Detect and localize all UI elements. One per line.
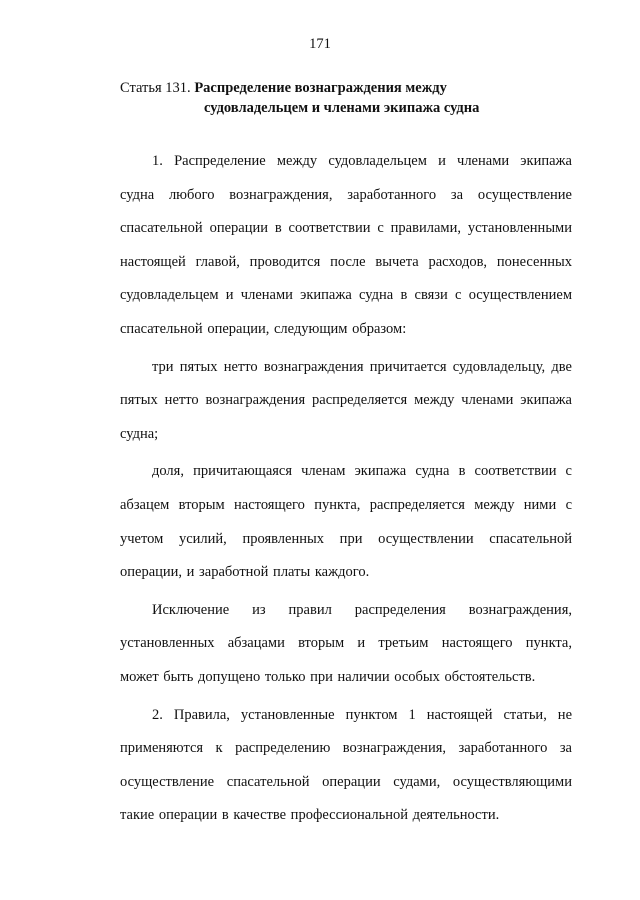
paragraph-line: такие операции в качестве профессиональной деятельности. (120, 807, 500, 824)
paragraph-line: настоящей главой, проводится после вычета расходов, понесенных (120, 253, 572, 270)
paragraph-line: 1. Распределение между судовладельцем и членами экипажа (152, 153, 572, 169)
paragraph-line: 2. Правила, установленные пунктом 1 настоящей статьи, не (152, 706, 572, 723)
article-heading-line-1 (120, 78, 540, 98)
article-heading (120, 78, 540, 118)
paragraph-line: установленных абзацами вторым и третьим настоящего пункта, (120, 635, 572, 652)
paragraph-line: спасательной операции, следующим образом: (120, 320, 407, 337)
paragraph-4 (88, 594, 572, 695)
paragraph-line: учетом усилий, проявленных при осуществлении спасательной (120, 530, 572, 547)
paragraph-line: три пятых нетто вознаграждения причитается судовладельцу, две (152, 358, 572, 375)
paragraph-line: судовладельцем и членами экипажа судна в связи с осуществлением (120, 287, 572, 304)
paragraph-line: судна; (120, 425, 159, 442)
paragraph-line: может быть допущено только при наличии особых обстоятельств. (120, 668, 536, 685)
paragraph-line: осуществление спасательной операции судами, осуществляющими (120, 773, 572, 790)
paragraph-line: применяются к распределению вознаграждения, заработанного за (120, 740, 572, 757)
paragraph-line: операции, и заработной платы каждого. (120, 564, 370, 581)
article-title-line-1: Распределение вознаграждения между (194, 80, 447, 96)
paragraph-3 (88, 455, 572, 589)
paragraph-line: доля, причитающаяся членам экипажа судна в соответствии с (152, 463, 572, 480)
paragraph-line: судна любого вознаграждения, заработанного за осуществление (120, 186, 572, 203)
page-number: 171 (309, 36, 331, 52)
paragraph-line: абзацем вторым настоящего пункта, распределяется между ними с (120, 496, 572, 513)
article-label: Статья 131. (120, 80, 191, 96)
article-body (88, 145, 572, 833)
paragraph-5 (88, 699, 572, 833)
paragraph-line: Исключение из правил распределения вознаграждения, (152, 601, 572, 618)
article-title-line-2: судовладельцем и членами экипажа судна (204, 100, 480, 116)
paragraph-line: пятых нетто вознаграждения распределяется между членами экипажа (120, 392, 572, 409)
paragraph-2 (88, 351, 572, 452)
paragraph-1 (88, 145, 572, 347)
paragraph-line: спасательной операции в соответствии с правилами, установленными (120, 220, 572, 237)
